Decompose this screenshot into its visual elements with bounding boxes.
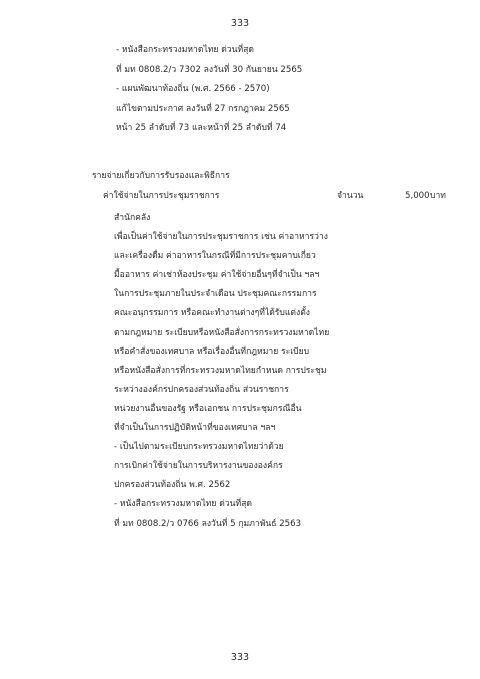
reference-line: แก้ไขตามประกาศ ลงวันที่ 27 กรกฎาคม 2565 <box>116 103 290 114</box>
description-line: ปกครองส่วนท้องถิ่น พ.ศ. 2562 <box>114 480 231 491</box>
currency-unit: บาท <box>430 191 446 201</box>
page-number-bottom: 333 <box>230 652 250 663</box>
description-line: คณะอนุกรรมการ หรือคณะทำงานต่างๆที่ได้รับแต่งตั้ง <box>114 308 310 319</box>
description-line: ระหว่างองค์กรปกครองส่วนท้องถิ่น ส่วนราชการ <box>114 384 289 395</box>
section-heading: รายจ่ายเกี่ยวกับการรับรองและพิธีการ <box>92 171 230 181</box>
reference-line: - หนังสือกระทรวงมหาดไทย ด่วนที่สุด <box>116 45 254 55</box>
quantity-label: จำนวน <box>337 191 364 201</box>
description-line: มื้ออาหาร ค่าเช่าห้องประชุม ค่าใช้จ่ายอื่นๆที่จำเป็น ฯลฯ <box>114 270 320 281</box>
description-line: ที่จำเป็นในการปฏิบัติหน้าที่ของเทศบาล ฯลฯ <box>114 423 276 434</box>
reference-line: ที่ มท 0808.2/ว 7302 ลงวันที่ 30 กันยายน 2565 <box>116 64 303 75</box>
item-description <box>114 210 329 535</box>
description-line: หน่วยงานอื่นของรัฐ หรือเอกชน การประชุมกรณีอื่น <box>114 403 302 414</box>
description-line: ในการประชุมภายในประจำเดือน ประชุมคณะกรรมการ <box>114 289 317 300</box>
reference-line: หน้า 25 ลำดับที่ 73 และหน้าที่ 25 ลำดับที่ 74 <box>116 123 287 134</box>
reference-block <box>116 42 302 140</box>
description-line: ตามกฎหมาย ระเบียบหรือหนังสือสั่งการกระทรวงมหาดไทย <box>114 327 330 338</box>
item-amount: 5,000 <box>405 191 430 201</box>
description-line: หรือหนังสือสั่งการที่กระทรวงมหาดไทยกำหนด การประชุม <box>114 365 327 376</box>
page-number-top: 333 <box>230 18 250 29</box>
description-line: - หนังสือกระทรวงมหาดไทย ด่วนที่สุด <box>114 499 252 510</box>
item-title: ค่าใช้จ่ายในการประชุมราชการ <box>103 191 220 201</box>
description-line: - เป็นไปตามระเบียบกระทรวงมหาดไทยว่าด้วย <box>114 442 284 453</box>
reference-line: - แผนพัฒนาท้องถิ่น (พ.ศ. 2566 - 2570) <box>116 84 270 95</box>
description-line: สำนักคลัง <box>114 213 151 223</box>
description-line: ที่ มท 0808.2/ว 0766 ลงวันที่ 5 กุมภาพันธ์ 2563 <box>114 518 302 529</box>
description-line: การเบิกค่าใช้จ่ายในการบริหารงานขององค์กร <box>114 461 283 472</box>
description-line: หรือคำสั่งของเทศบาล หรือเรื่องอื่นที่กฎหมาย ระเบียบ <box>114 346 310 357</box>
description-line: และเครื่องดื่ม ค่าอาหารในกรณีที่มีการประชุมคาบเกี่ยว <box>114 251 316 262</box>
description-line: เพื่อเป็นค่าใช้จ่ายในการประชุมราชการ เช่น ค่าอาหารว่าง <box>114 232 328 243</box>
